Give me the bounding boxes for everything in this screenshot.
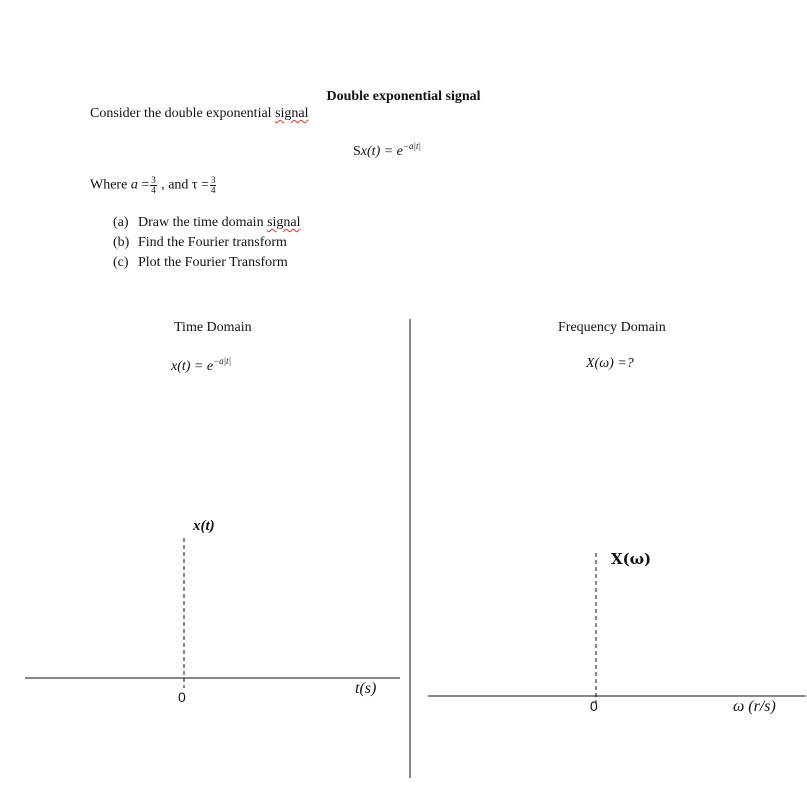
time-domain-heading: Time Domain bbox=[174, 320, 252, 335]
question-a-underlined: signal bbox=[267, 215, 301, 230]
time-y-axis-label: x(t) bbox=[193, 518, 215, 534]
freq-x-axis-label: ω (r/s) bbox=[733, 698, 776, 715]
time-domain-equation bbox=[171, 356, 231, 375]
frequency-domain-heading: Frequency Domain bbox=[558, 320, 666, 335]
equation-exponent: −a|t| bbox=[402, 141, 421, 151]
tau-label: , and τ = bbox=[157, 177, 209, 193]
time-equation-exponent: −a|t| bbox=[213, 356, 232, 366]
freq-origin-label: 0 bbox=[590, 698, 598, 714]
question-b-text: Find the Fourier transform bbox=[138, 235, 287, 250]
equation-lhs: x(t) = e bbox=[360, 144, 403, 159]
time-x-axis-label: t(s) bbox=[355, 680, 377, 697]
intro-underlined-word: signal bbox=[275, 106, 309, 121]
a-symbol: a bbox=[130, 177, 138, 193]
question-b-label: (b) bbox=[113, 235, 130, 250]
where-label: Where bbox=[90, 177, 131, 193]
frequency-domain-equation: X(ω) =? bbox=[586, 356, 634, 371]
a-equals: = bbox=[137, 177, 150, 193]
intro-text: Consider the double exponential bbox=[90, 106, 276, 121]
tau-numerator: 3 bbox=[210, 175, 216, 185]
time-equation-lhs: x(t) = e bbox=[171, 359, 214, 374]
question-c-text: Plot the Fourier Transform bbox=[138, 255, 288, 270]
equation-prefix: S bbox=[353, 144, 361, 159]
question-a-text: Draw the time domain bbox=[138, 215, 268, 230]
question-c-label: (c) bbox=[113, 255, 129, 270]
freq-y-axis-label: X(ω) bbox=[611, 550, 652, 568]
time-origin-label: 0 bbox=[178, 689, 186, 705]
a-denominator: 4 bbox=[151, 185, 156, 195]
tau-denominator: 4 bbox=[210, 185, 216, 195]
document-title: Double exponential signal bbox=[326, 89, 481, 104]
question-a-label: (a) bbox=[113, 215, 129, 230]
a-numerator: 3 bbox=[151, 175, 156, 185]
